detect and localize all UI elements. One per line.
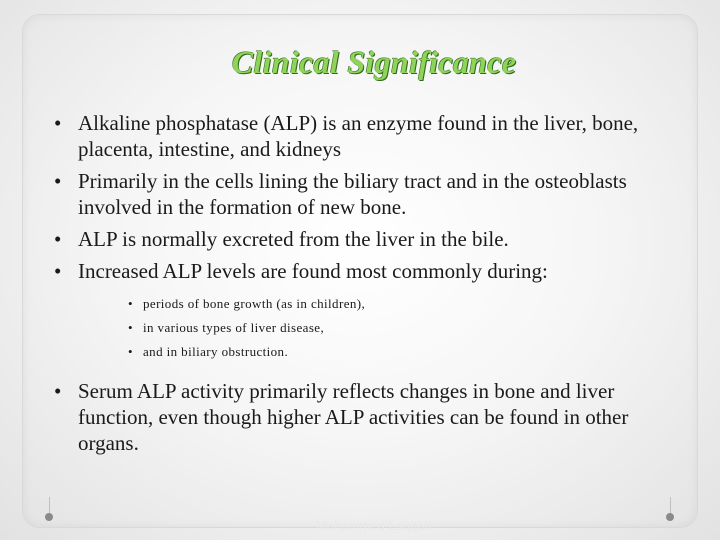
- sub-bullet-item: • in various types of liver disease,: [126, 316, 678, 340]
- bullet-list: [48, 110, 678, 456]
- left-ornament-line: [49, 497, 50, 513]
- bullet-item: • ALP is normally excreted from the liver in the bile.: [48, 226, 678, 252]
- bullet-item: • Primarily in the cells lining the biliary tract and in the osteoblasts involved in the formation of new bone.: [48, 168, 678, 220]
- bullet-item: • Serum ALP activity primarily reflects changes in bone and liver function, even though higher ALP activities can be found in other organs.: [48, 378, 678, 456]
- right-ornament-line: [670, 497, 671, 513]
- bullet-item: • Alkaline phosphatase (ALP) is an enzyme found in the liver, bone, placenta, intestine, and kidneys: [48, 110, 678, 162]
- slide-footer: Mohammed Laqqan: [316, 518, 432, 533]
- sub-bullet-item: • and in biliary obstruction.: [126, 340, 678, 364]
- slide-content: [48, 110, 678, 462]
- sub-bullet-item: • periods of bone growth (as in children),: [126, 292, 678, 316]
- sub-bullet-list: [126, 292, 678, 364]
- slide-title: Clinical Significance: [231, 44, 517, 80]
- bullet-text: Increased ALP levels are found most commonly during:: [78, 259, 548, 283]
- bullet-item-with-sublist: [48, 258, 678, 364]
